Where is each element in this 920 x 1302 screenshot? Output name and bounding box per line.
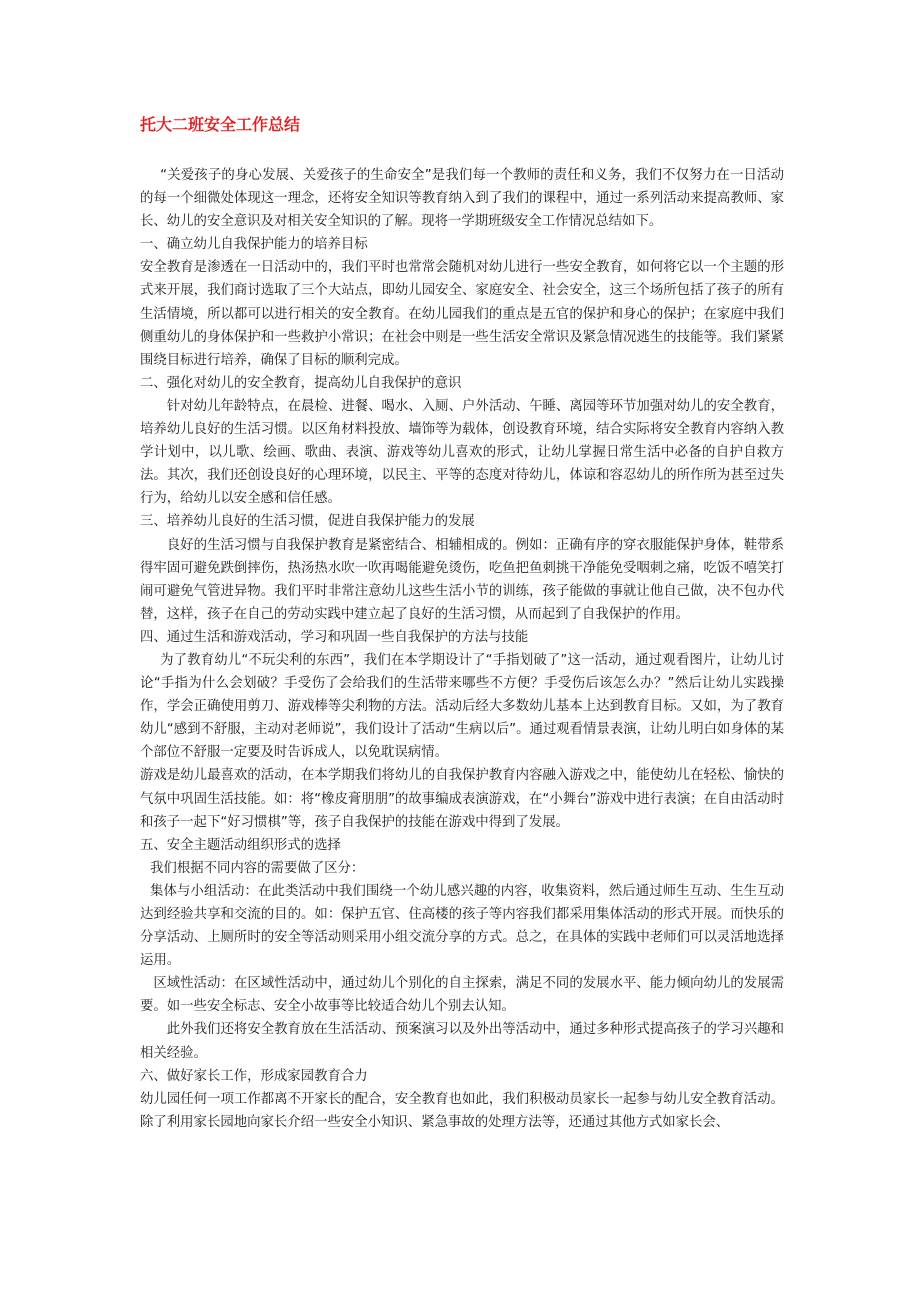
body-paragraph: 游戏是幼儿最喜欢的活动，在本学期我们将幼儿的自我保护教育内容融入游戏之中，能使幼儿在轻松、愉快的气氛中巩固生活技能。如：将“橡皮膏朋朋”的故事编成表演游戏，在“小舞台”游戏中进行表演；在自由活动时和孩子一起下“好习惯棋”等，孩子自我保护的技能在游戏中得到了发展。 bbox=[140, 768, 784, 830]
body-paragraph: 良好的生活习惯与自我保护教育是紧密结合、相辅相成的。例如：正确有序的穿衣服能保护身体，鞋带系得牢固可避免跌倒摔伤，热汤热水吹一吹再喝能避免烫伤，吃鱼把鱼刺挑干净能免受咽刺之痛，吃饭不嘻笑打闹可避免气管进异物。我们平时非常注意幼儿这些生活小节的训练，孩子能做的事就让他自己做，决不包办代替，这样，孩子在自己的劳动实践中建立起了良好的生活习惯，从而起到了自我保护的作用。 bbox=[140, 537, 784, 622]
body-paragraph: 幼儿园任何一项工作都离不开家长的配合，安全教育也如此，我们积极动员家长一起参与幼儿安全教育活动。除了利用家长园地向家长介绍一些安全小知识、紧急事故的处理方法等，还通过其他方式如家长会、 bbox=[140, 1091, 784, 1130]
section-heading: 四、通过生活和游戏活动，学习和巩固一些自我保护的方法与技能 bbox=[140, 629, 529, 645]
section-heading: 一、确立幼儿自我保护能力的培养目标 bbox=[140, 237, 368, 253]
document-title: 托大二班安全工作总结 bbox=[140, 115, 301, 134]
document-body bbox=[140, 164, 784, 1134]
body-paragraph: 为了教育幼儿“不玩尖利的东西”，我们在本学期设计了“手指划破了”这一活动，通过观看图片，让幼儿讨论“手指为什么会划破？手受伤了会给我们的生活带来哪些不方便？手受伤后该怎么办？”然后让幼儿实践操作，学会正确使用剪刀、游戏棒等尖利物的方法。活动后经大多数幼儿基本上达到教育目标。又如，为了教育幼儿“感到不舒服，主动对老师说”，我们设计了活动“生病以后”。通过观看情景表演，让幼儿明白如身体的某个部位不舒服一定要及时告诉成人，以免耽误病情。 bbox=[140, 652, 784, 761]
section-heading: 五、安全主题活动组织形式的选择 bbox=[140, 837, 341, 853]
document-page bbox=[140, 0, 784, 1302]
section-heading: 六、做好家长工作，形成家园教育合力 bbox=[140, 1068, 368, 1084]
section-heading: 二、强化对幼儿的安全教育，提高幼儿自我保护的意识 bbox=[140, 375, 462, 391]
body-paragraph: 集体与小组活动：在此类活动中我们围绕一个幼儿感兴趣的内容，收集资料，然后通过师生互动、生生互动达到经验共享和交流的目的。如：保护五官、住高楼的孩子等内容我们都采用集体活动的形式开展。而快乐的分享活动、上厕所时的安全等活动则采用小组交流分享的方式。总之，在具体的实践中老师们可以灵活地选择运用。 bbox=[140, 883, 784, 969]
body-paragraph: 针对幼儿年龄特点，在晨检、进餐、喝水、入厕、户外活动、午睡、离园等环节加强对幼儿的安全教育，培养幼儿良好的生活习惯。以区角材料投放、墙饰等为载体，创设教育环境，结合实际将安全教育内容纳入教学计划中，以儿歌、绘画、歌曲、表演、游戏等幼儿喜欢的形式，让幼儿掌握日常生活中必备的自护自救方法。其次，我们还创设良好的心理环境，以民主、平等的态度对待幼儿，体谅和容忍幼儿的所作所为甚至过失行为，给幼儿以安全感和信任感。 bbox=[140, 398, 784, 507]
body-paragraph: 此外我们还将安全教育放在生活活动、预案演习以及外出等活动中，通过多种形式提高孩子的学习兴趣和相关经验。 bbox=[140, 1022, 784, 1061]
body-paragraph: 我们根据不同内容的需要做了区分： bbox=[150, 860, 365, 876]
body-paragraph: 区域性活动：在区域性活动中，通过幼儿个别化的自主探索，满足不同的发展水平、能力倾向幼儿的发展需要。如一些安全标志、安全小故事等比较适合幼儿个别去认知。 bbox=[140, 976, 784, 1015]
body-paragraph: “关爱孩子的身心发展、关爱孩子的生命安全”是我们每一个教师的责任和义务，我们不仅努力在一日活动的每一个细微处体现这一理念，还将安全知识等教育纳入到了我们的课程中，通过一系列活动来提高教师、家长、幼儿的安全意识及对相关安全知识的了解。现将一学期班级安全工作情况总结如下。 bbox=[140, 168, 784, 230]
body-paragraph: 安全教育是渗透在一日活动中的，我们平时也常常会随机对幼儿进行一些安全教育，如何将它以一个主题的形式来开展，我们商讨选取了三个大站点，即幼儿园安全、家庭安全、社会安全，这三个场所包括了孩子的所有生活情境，所以都可以进行相关的安全教育。在幼儿园我们的重点是五官的保护和身心的保护；在家庭中我们侧重幼儿的身体保护和一些救护小常识；在社会中则是一些生活安全常识及紧急情况逃生的技能等。我们紧紧围绕目标进行培养，确保了目标的顺利完成。 bbox=[140, 260, 784, 368]
section-heading: 三、培养幼儿良好的生活习惯，促进自我保护能力的发展 bbox=[140, 514, 475, 530]
